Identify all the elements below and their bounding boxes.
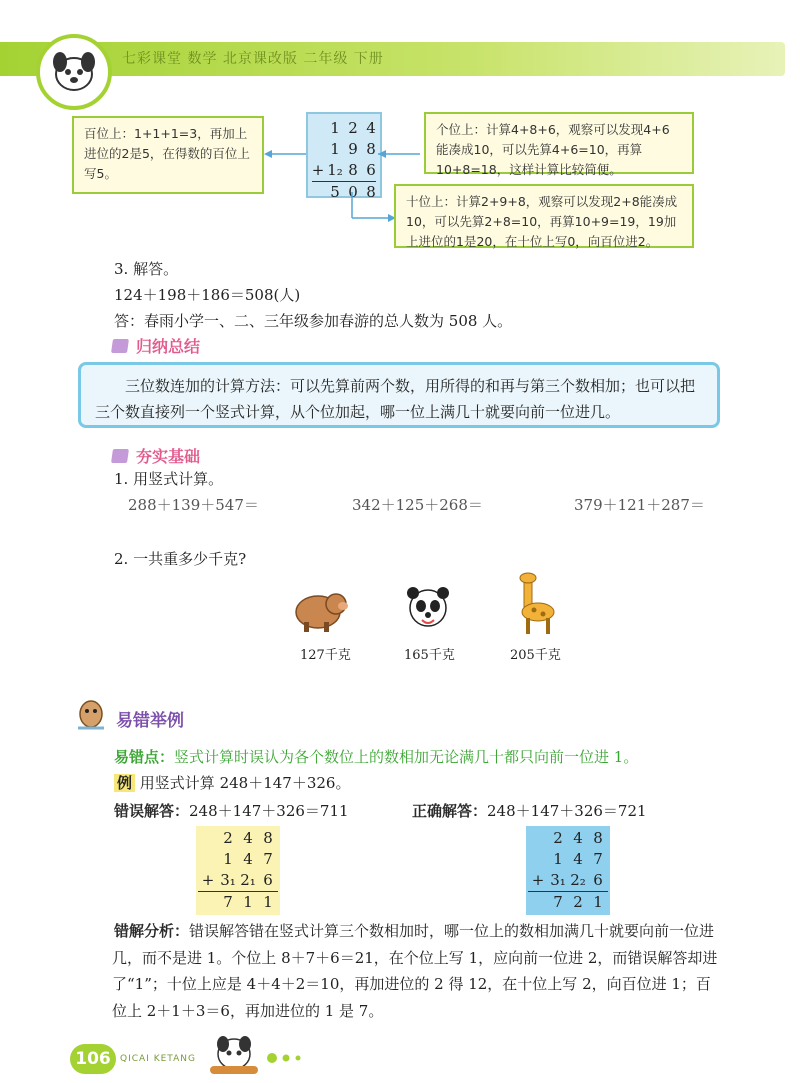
w-cell: 8 <box>263 829 273 847</box>
w-cell: 6 <box>263 871 273 889</box>
w-cell: 1 <box>223 850 233 868</box>
r-cell: 1 <box>553 850 563 868</box>
footer-mascot-icon <box>204 1026 264 1078</box>
r-cell: + <box>531 871 545 889</box>
wrong-vertical <box>196 826 280 915</box>
right-answer <box>412 798 647 824</box>
right-eq: 248＋147＋326＝721 <box>487 802 647 820</box>
mistake-mascot-icon <box>74 698 108 730</box>
mascot-badge <box>36 34 112 110</box>
problem-3: 379＋121＋287＝ <box>574 496 705 514</box>
summary-heading: 归纳总结 <box>136 337 201 356</box>
w-cell: 2 <box>223 829 233 847</box>
w-cell: 3₁ <box>220 871 236 889</box>
v-cell: 4 <box>366 119 376 137</box>
question-2: 2. 一共重多少千克? <box>114 550 247 568</box>
r-cell: 2 <box>573 893 583 911</box>
w-cell: 4 <box>243 829 253 847</box>
error-point <box>114 744 638 770</box>
header-bar <box>0 42 785 76</box>
footer-dots <box>266 1052 306 1064</box>
answer: 答：春雨小学一、二、三年级参加春游的总人数为 508 人。 <box>114 312 513 330</box>
wrong-answer <box>114 798 349 824</box>
pig-weight: 127千克 <box>300 648 351 663</box>
giraffe-weight: 205千克 <box>510 648 561 663</box>
w-cell <box>198 849 218 870</box>
r-cell <box>528 892 548 913</box>
page-number: 106 <box>70 1044 116 1074</box>
v-cell: 8 <box>366 183 376 201</box>
v-cell: 1₂ <box>327 161 343 179</box>
summary-text: 三位数连加的计算方法：可以先算前两个数，用所得的和再与第三个数相加；也可以把三个数直接列一个竖式计算，从个位加起，哪一位上满几十就要向前一位进几。 <box>95 377 696 421</box>
step-label: 3. 解答。 <box>114 260 179 278</box>
r-cell: 2 <box>553 829 563 847</box>
r-cell: 4 <box>573 850 583 868</box>
pig-icon <box>288 582 352 636</box>
header-title: 七彩课堂 数学 北京课改版 二年级 下册 <box>122 51 384 67</box>
wrong-label: 错误解答： <box>114 802 190 820</box>
v-cell: 6 <box>366 161 376 179</box>
panda-weight: 165千克 <box>404 648 455 663</box>
wrong-eq: 248＋147＋326＝711 <box>189 802 349 820</box>
ones-note: 个位上：计算4+8+6，观察可以发现4+6能凑成10，可以先算4+6=10，再算10+8=18，这样计算比较简便。 <box>424 112 694 174</box>
giraffe-icon <box>510 570 560 636</box>
v-cell: 8 <box>348 161 358 179</box>
w-cell <box>198 892 218 913</box>
equation: 124＋198＋186＝508(人) <box>114 286 301 304</box>
r-cell <box>528 849 548 870</box>
book-icon <box>111 449 129 463</box>
example-text: 用竖式计算 248＋147＋326。 <box>139 774 351 792</box>
w-cell: 2₁ <box>240 871 256 889</box>
r-cell: 2₂ <box>570 871 586 889</box>
right-vertical <box>526 826 610 915</box>
problem-2: 342＋125＋268＝ <box>352 496 483 514</box>
v-cell: 8 <box>366 140 376 158</box>
example-label: 例 <box>114 774 135 792</box>
w-cell: 1 <box>263 893 273 911</box>
question-1: 1. 用竖式计算。 <box>114 470 224 488</box>
right-label: 正确解答： <box>412 802 488 820</box>
r-cell: 7 <box>593 850 603 868</box>
footer-brand: QICAI KETANG <box>120 1054 196 1064</box>
v-cell: 0 <box>348 183 358 201</box>
r-cell: 4 <box>573 829 583 847</box>
w-cell <box>198 828 218 849</box>
error-point-text: 竖式计算时误认为各个数位上的数相加无论满几十都只向前一位进 1。 <box>174 748 639 766</box>
hundreds-note: 百位上：1+1+1=3，再加上进位的2是5，在得数的百位上写5。 <box>72 116 264 194</box>
r-cell: 1 <box>593 893 603 911</box>
v-cell: 1 <box>330 140 340 158</box>
analysis <box>112 918 724 1024</box>
r-cell <box>528 828 548 849</box>
summary-heading-row <box>112 334 200 357</box>
summary-box <box>78 362 720 428</box>
w-cell: 4 <box>243 850 253 868</box>
r-cell: 8 <box>593 829 603 847</box>
v-cell: + <box>311 161 325 179</box>
v-cell: 9 <box>348 140 358 158</box>
v-cell: 1 <box>330 119 340 137</box>
panda-icon <box>402 582 454 636</box>
example <box>114 770 350 796</box>
error-point-label: 易错点： <box>114 748 175 766</box>
errors-heading: 易错举例 <box>116 711 184 731</box>
problem-1: 288＋139＋547＝ <box>128 496 259 514</box>
book-icon <box>111 339 129 353</box>
w-cell: 7 <box>223 893 233 911</box>
r-cell: 3₁ <box>550 871 566 889</box>
tens-note: 十位上：计算2+9+8，观察可以发现2+8能凑成10，可以先算2+8=10，再算10+9=19，19加上进位的1是20，在十位上写0，向百位进2。 <box>394 184 694 248</box>
practice-heading-row <box>112 444 200 467</box>
w-cell: 1 <box>243 893 253 911</box>
v-cell: 2 <box>348 119 358 137</box>
mascot-icon <box>40 38 108 106</box>
practice-heading: 夯实基础 <box>136 447 201 466</box>
r-cell: 6 <box>593 871 603 889</box>
w-cell: 7 <box>263 850 273 868</box>
v-cell: 5 <box>330 183 340 201</box>
analysis-label: 错解分析： <box>114 922 190 940</box>
w-cell: + <box>201 871 215 889</box>
r-cell: 7 <box>553 893 563 911</box>
analysis-text: 错误解答错在竖式计算三个数相加时，哪一位上的数相加满几十就要向前一位进几，而不是进 1。个位上 8＋7＋6＝21，在个位上写 1，应向前一位进 2，而错误解答却进了“1”；十位上应是 4＋4＋2＝10，再加进位的 2 得 12，在十位上写 2，向百位进 1；百位上 2＋1＋3＝6，再加进位的 1 是 7。 <box>112 922 718 1020</box>
